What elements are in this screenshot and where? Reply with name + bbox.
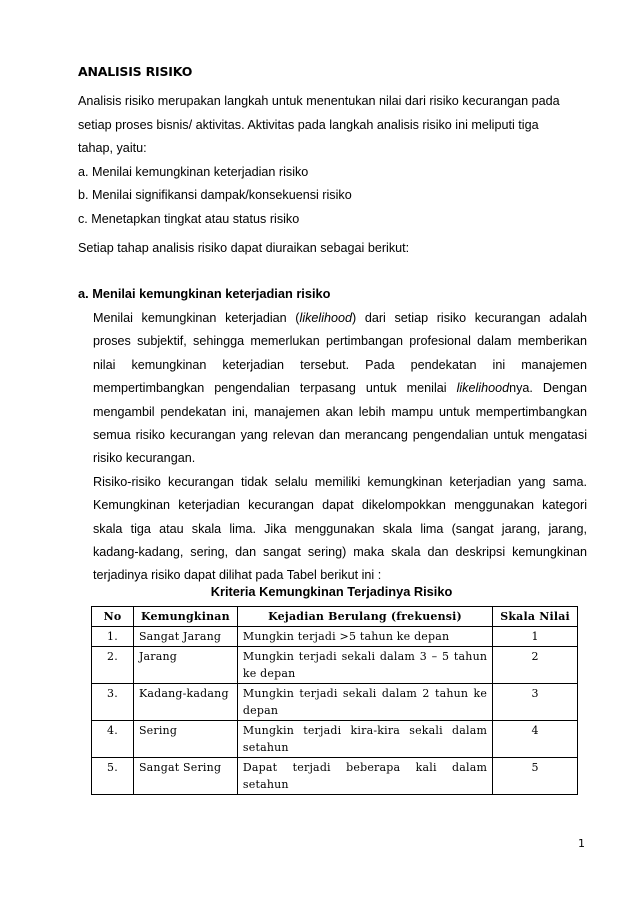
paragraph-line: risiko kecurangan. (93, 451, 196, 466)
cell-no: 3. (92, 684, 134, 721)
paragraph-line: terjadinya risiko dapat dilihat pada Tabel berikut ini : (93, 568, 382, 583)
document-heading: ANALISIS RISIKO (78, 64, 193, 79)
risk-likelihood-table (91, 606, 578, 795)
cell-kejadian: Mungkin terjadi sekali dalam 3 – 5 tahun ke depan (237, 647, 492, 684)
paragraph-line: Risiko-risiko kecurangan tidak selalu memiliki kemungkinan keterjadian yang sama. (93, 474, 587, 489)
cell-no: 4. (92, 721, 134, 758)
paragraph-line: nilai kemungkinan keterjadian tersebut. Pada pendekatan ini manajemen (93, 357, 587, 372)
cell-skala: 3 (493, 684, 578, 721)
cell-kemungkinan: Kadang-kadang (133, 684, 237, 721)
intro-line: Analisis risiko merupakan langkah untuk menentukan nilai dari risiko kecurangan pada (78, 94, 560, 108)
step-item: b. Menilai signifikansi dampak/konsekuensi risiko (78, 188, 352, 202)
table-header-row (92, 607, 578, 627)
intro-line: tahap, yaitu: (78, 141, 147, 155)
page-number: 1 (578, 837, 585, 850)
table-row (92, 627, 578, 647)
cell-kejadian: Mungkin terjadi >5 tahun ke depan (237, 627, 492, 647)
cell-kemungkinan: Sering (133, 721, 237, 758)
paragraph-line: Kemungkinan keterjadian kecurangan dapat dikelompokkan menggunakan kategori (93, 498, 587, 513)
cell-kejadian: Mungkin terjadi kira-kira sekali dalam setahun (237, 721, 492, 758)
cell-kemungkinan: Sangat Jarang (133, 627, 237, 647)
cell-kejadian: Dapat terjadi beberapa kali dalam setahun (237, 758, 492, 795)
table-row (92, 647, 578, 684)
cell-kejadian: Mungkin terjadi sekali dalam 2 tahun ke depan (237, 684, 492, 721)
section-a-body (93, 307, 587, 588)
cell-no: 1. (92, 627, 134, 647)
paragraph-line: Menilai kemungkinan keterjadian (likelihood) dari setiap risiko kecurangan adalah (93, 311, 588, 325)
intro-line: setiap proses bisnis/ aktivitas. Aktivitas pada langkah analisis risiko ini meliputi tiga (78, 117, 539, 132)
section-lead-text: Setiap tahap analisis risiko dapat diuraikan sebagai berikut: (78, 241, 410, 255)
column-header-kemungkinan: Kemungkinan (133, 607, 237, 627)
cell-skala: 2 (493, 647, 578, 684)
paragraph-line: mengambil pendekatan ini, manajemen akan lebih mampu untuk mempertimbangkan (93, 404, 587, 419)
cell-skala: 1 (493, 627, 578, 647)
column-header-skala: Skala Nilai (493, 607, 578, 627)
paragraph-line: semua risiko kecurangan yang relevan dan merancang pengendalian untuk mengatasi (93, 428, 587, 443)
cell-kemungkinan: Jarang (133, 647, 237, 684)
paragraph-line: skala tiga atau skala lima. Jika menggunakan skala lima (sangat jarang, jarang, (93, 521, 587, 536)
cell-kemungkinan: Sangat Sering (133, 758, 237, 795)
table-row (92, 684, 578, 721)
step-item: a. Menilai kemungkinan keterjadian risiko (78, 164, 309, 179)
cell-skala: 4 (493, 721, 578, 758)
table-caption: Kriteria Kemungkinan Terjadinya Risiko (210, 584, 453, 599)
cell-no: 5. (92, 758, 134, 795)
step-item: c. Menetapkan tingkat atau status risiko (78, 211, 300, 226)
cell-skala: 5 (493, 758, 578, 795)
column-header-no: No (92, 607, 134, 627)
paragraph-line: proses subjektif, sehingga memerlukan pertimbangan profesional dalam memberikan (93, 334, 587, 349)
table-row (92, 758, 578, 795)
cell-no: 2. (92, 647, 134, 684)
paragraph-line: kadang-kadang, sering, dan sangat sering) maka skala dan deskripsi kemungkinan (93, 545, 587, 560)
paragraph-line: mempertimbangkan pengendalian terpasang untuk menilai likelihoodnya. Dengan (93, 381, 587, 396)
table-row (92, 721, 578, 758)
intro-paragraph (78, 90, 578, 231)
column-header-kejadian: Kejadian Berulang (frekuensi) (237, 607, 492, 627)
section-a-title: a. Menilai kemungkinan keterjadian risiko (78, 286, 331, 301)
